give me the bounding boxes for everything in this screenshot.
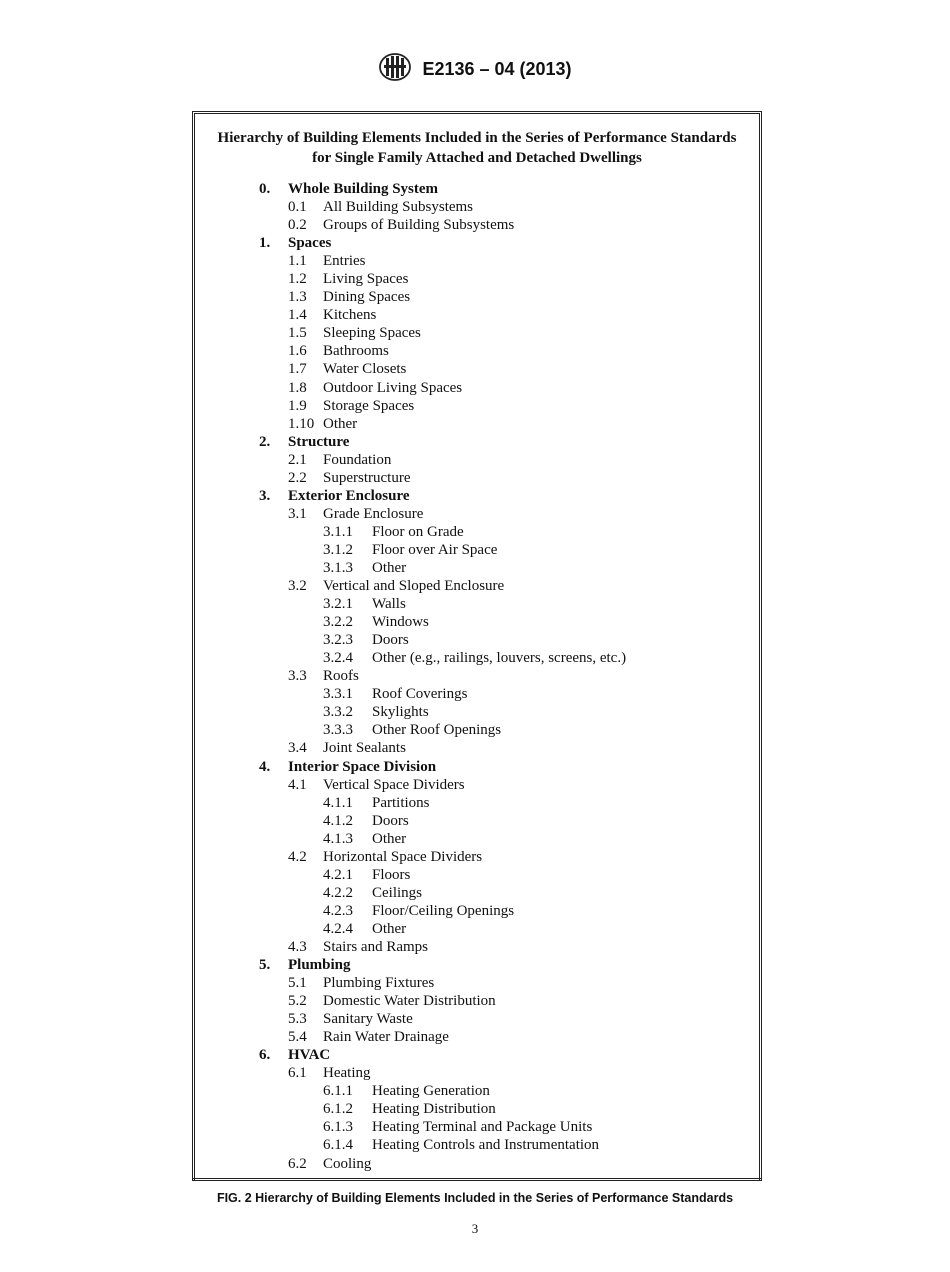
outline-item-number: 4. — [259, 758, 271, 775]
outline-item-label: Other Roof Openings — [372, 722, 502, 739]
outline-item-label: Floor/Ceiling Openings — [372, 902, 515, 919]
outline-item-number: 1.7 — [288, 361, 307, 378]
outline-item-label: Superstructure — [323, 469, 411, 486]
astm-logo-icon — [378, 52, 412, 87]
outline-item-label: Roofs — [323, 668, 359, 685]
outline-item-label: Living Spaces — [323, 271, 409, 288]
outline-item-level-1 — [195, 1010, 759, 1028]
outline-item-number: 3.2.2 — [323, 614, 353, 631]
outline-item-level-2 — [195, 1136, 759, 1154]
outline-item-level-1 — [195, 974, 759, 992]
outline-item-level-1 — [195, 776, 759, 794]
outline-item-label: Roof Coverings — [372, 686, 468, 703]
outline-item-number: 2. — [259, 433, 271, 450]
outline-item-level-2 — [195, 703, 759, 721]
outline-item-level-1 — [195, 379, 759, 397]
outline-item-level-0 — [195, 758, 759, 776]
outline-item-level-2 — [195, 902, 759, 920]
outline-item-level-1 — [195, 992, 759, 1010]
outline-item-number: 1.10 — [288, 415, 315, 432]
outline-item-label: Cooling — [323, 1155, 372, 1172]
outline-item-level-1 — [195, 360, 759, 378]
outline-item-number: 1.2 — [288, 271, 307, 288]
outline-item-number: 4.2.1 — [323, 866, 353, 883]
outline-item-number: 5.3 — [288, 1011, 307, 1028]
outline-item-level-2 — [195, 920, 759, 938]
outline-item-label: Domestic Water Distribution — [323, 993, 496, 1010]
outline-item-label: Grade Enclosure — [323, 505, 424, 522]
outline-item-number: 6.2 — [288, 1155, 307, 1172]
figure-frame — [192, 111, 762, 1181]
outline-item-label: Skylights — [372, 704, 429, 721]
outline-item-level-2 — [195, 559, 759, 577]
hierarchy-outline — [195, 180, 759, 1173]
outline-item-level-1 — [195, 198, 759, 216]
outline-item-level-1 — [195, 739, 759, 757]
outline-item-number: 4.1.2 — [323, 812, 353, 829]
outline-item-label: Doors — [372, 632, 409, 649]
outline-item-label: Whole Building System — [288, 181, 439, 197]
outline-item-level-1 — [195, 415, 759, 433]
outline-item-label: Heating Terminal and Package Units — [372, 1119, 593, 1136]
page-header — [0, 52, 950, 87]
outline-item-number: 1.1 — [288, 253, 307, 270]
outline-item-level-2 — [195, 812, 759, 830]
outline-item-number: 6.1.4 — [323, 1137, 353, 1154]
outline-item-number: 3.2.4 — [323, 650, 353, 667]
outline-item-label: Other — [323, 415, 358, 432]
outline-item-number: 5.2 — [288, 993, 307, 1010]
figure-title — [195, 128, 759, 168]
outline-item-number: 3.1.3 — [323, 559, 353, 576]
outline-item-number: 1.6 — [288, 343, 307, 360]
outline-item-label: Floor over Air Space — [372, 541, 498, 558]
outline-item-number: 0.2 — [288, 217, 307, 234]
outline-item-level-2 — [195, 685, 759, 703]
outline-item-number: 5.1 — [288, 975, 307, 992]
outline-item-level-0 — [195, 433, 759, 451]
outline-item-label: Bathrooms — [323, 343, 389, 360]
outline-item-number: 3.2.1 — [323, 596, 353, 613]
outline-item-level-0 — [195, 487, 759, 505]
outline-item-level-1 — [195, 306, 759, 324]
outline-item-level-2 — [195, 1118, 759, 1136]
outline-item-label: Windows — [372, 614, 429, 631]
outline-item-number: 1.8 — [288, 379, 307, 396]
outline-item-label: Heating — [323, 1065, 371, 1082]
outline-item-number: 4.1 — [288, 776, 307, 793]
outline-item-level-0 — [195, 1046, 759, 1064]
outline-item-level-2 — [195, 523, 759, 541]
outline-item-number: 3.3.2 — [323, 704, 353, 721]
outline-item-level-1 — [195, 505, 759, 523]
outline-item-label: Floor on Grade — [372, 523, 464, 540]
outline-item-label: Walls — [372, 596, 406, 613]
outline-item-label: Heating Controls and Instrumentation — [372, 1137, 600, 1154]
figure-frame-bottom-rule — [192, 1178, 762, 1181]
outline-item-level-0 — [195, 234, 759, 252]
outline-item-label: Interior Space Division — [288, 758, 437, 775]
outline-item-label: HVAC — [288, 1047, 331, 1064]
outline-item-label: Exterior Enclosure — [288, 487, 410, 504]
outline-item-label: All Building Subsystems — [323, 199, 474, 216]
outline-item-label: Other — [372, 830, 407, 847]
outline-item-number: 1.9 — [288, 397, 307, 414]
outline-item-label: Floors — [372, 866, 411, 883]
outline-item-level-1 — [195, 216, 759, 234]
outline-item-label: Structure — [288, 433, 350, 450]
outline-item-label: Storage Spaces — [323, 397, 415, 414]
outline-item-number: 4.2.2 — [323, 884, 353, 901]
outline-item-level-2 — [195, 613, 759, 631]
standard-designation: E2136 – 04 (2013) — [422, 59, 572, 79]
outline-item-level-1 — [195, 1155, 759, 1173]
outline-item-number: 4.1.1 — [323, 794, 353, 811]
outline-item-level-2 — [195, 721, 759, 739]
figure-caption: FIG. 2 Hierarchy of Building Elements Included in the Series of Performance Standards — [216, 1191, 734, 1205]
outline-item-label: Horizontal Space Dividers — [323, 848, 483, 865]
outline-item-number: 3.2.3 — [323, 632, 353, 649]
outline-item-label: Spaces — [288, 235, 332, 252]
outline-item-level-1 — [195, 270, 759, 288]
outline-item-label: Outdoor Living Spaces — [323, 379, 463, 396]
outline-item-level-2 — [195, 794, 759, 812]
outline-item-label: Groups of Building Subsystems — [323, 217, 515, 234]
outline-item-label: Water Closets — [323, 361, 407, 378]
outline-item-number: 3.1.1 — [323, 523, 353, 540]
outline-item-level-2 — [195, 631, 759, 649]
outline-item-level-1 — [195, 342, 759, 360]
outline-item-level-1 — [195, 252, 759, 270]
outline-item-level-1 — [195, 577, 759, 595]
outline-item-label: Dining Spaces — [323, 289, 411, 306]
outline-item-label: Other — [372, 920, 407, 937]
outline-item-number: 1. — [259, 235, 271, 252]
outline-item-level-1 — [195, 848, 759, 866]
outline-item-label: Sanitary Waste — [323, 1011, 413, 1028]
outline-item-number: 0. — [259, 181, 271, 197]
outline-item-level-1 — [195, 667, 759, 685]
outline-item-number: 3.2 — [288, 578, 307, 595]
outline-item-label: Ceilings — [372, 884, 423, 901]
outline-item-level-0 — [195, 956, 759, 974]
figure-title-line-1: Hierarchy of Building Elements Included in the Series of Performance Standards — [217, 130, 737, 146]
outline-item-number: 6.1.2 — [323, 1101, 353, 1118]
outline-item-label: Heating Distribution — [372, 1101, 496, 1118]
outline-item-number: 6. — [259, 1047, 271, 1064]
outline-item-number: 1.3 — [288, 289, 307, 306]
outline-item-label: Stairs and Ramps — [323, 938, 428, 955]
outline-item-level-1 — [195, 938, 759, 956]
outline-item-number: 2.1 — [288, 451, 307, 468]
outline-item-label: Foundation — [323, 451, 392, 468]
outline-item-number: 4.1.3 — [323, 830, 353, 847]
outline-item-number: 3.1.2 — [323, 541, 353, 558]
page-number: 3 — [471, 1221, 479, 1236]
outline-item-label: Entries — [323, 253, 366, 270]
outline-item-level-2 — [195, 1100, 759, 1118]
outline-item-level-1 — [195, 451, 759, 469]
outline-item-number: 4.2 — [288, 848, 307, 865]
outline-item-number: 6.1 — [288, 1065, 307, 1082]
outline-item-number: 3. — [259, 487, 271, 504]
outline-item-level-1 — [195, 469, 759, 487]
outline-item-level-2 — [195, 1082, 759, 1100]
outline-item-number: 4.2.3 — [323, 902, 353, 919]
outline-item-label: Rain Water Drainage — [323, 1029, 449, 1046]
outline-item-label: Other — [372, 559, 407, 576]
outline-item-number: 6.1.3 — [323, 1119, 353, 1136]
outline-item-level-1 — [195, 1064, 759, 1082]
outline-item-number: 3.3.3 — [323, 722, 353, 739]
outline-item-level-1 — [195, 324, 759, 342]
outline-item-label: Vertical and Sloped Enclosure — [323, 578, 505, 595]
outline-item-level-2 — [195, 884, 759, 902]
outline-item-number: 4.2.4 — [323, 920, 353, 937]
outline-item-label: Vertical Space Dividers — [323, 776, 465, 793]
outline-item-number: 1.5 — [288, 325, 307, 342]
outline-item-level-2 — [195, 866, 759, 884]
outline-item-number: 2.2 — [288, 469, 307, 486]
figure-title-line-2: for Single Family Attached and Detached Dwellings — [312, 150, 642, 166]
outline-item-level-2 — [195, 830, 759, 848]
outline-item-number: 5. — [259, 957, 271, 974]
outline-item-label: Heating Generation — [372, 1083, 490, 1100]
outline-item-label: Joint Sealants — [323, 740, 406, 757]
outline-item-number: 3.3 — [288, 668, 307, 685]
outline-item-label: Sleeping Spaces — [323, 325, 421, 342]
outline-item-number: 4.3 — [288, 938, 307, 955]
outline-item-label: Partitions — [372, 794, 430, 811]
outline-item-number: 3.1 — [288, 505, 307, 522]
outline-item-label: Plumbing — [288, 957, 351, 974]
outline-item-level-2 — [195, 541, 759, 559]
outline-item-number: 5.4 — [288, 1029, 307, 1046]
outline-item-label: Kitchens — [323, 307, 377, 324]
outline-item-level-1 — [195, 1028, 759, 1046]
outline-item-number: 1.4 — [288, 307, 307, 324]
outline-item-label: Other (e.g., railings, louvers, screens, etc.) — [372, 650, 627, 667]
outline-item-level-1 — [195, 288, 759, 306]
outline-item-label: Doors — [372, 812, 409, 829]
outline-item-number: 3.4 — [288, 740, 307, 757]
outline-item-level-2 — [195, 649, 759, 667]
outline-item-number: 6.1.1 — [323, 1083, 353, 1100]
outline-item-level-0 — [195, 180, 759, 198]
outline-item-number: 3.3.1 — [323, 686, 353, 703]
outline-item-number: 0.1 — [288, 199, 307, 216]
outline-item-level-2 — [195, 595, 759, 613]
outline-item-level-1 — [195, 397, 759, 415]
outline-item-label: Plumbing Fixtures — [323, 975, 435, 992]
